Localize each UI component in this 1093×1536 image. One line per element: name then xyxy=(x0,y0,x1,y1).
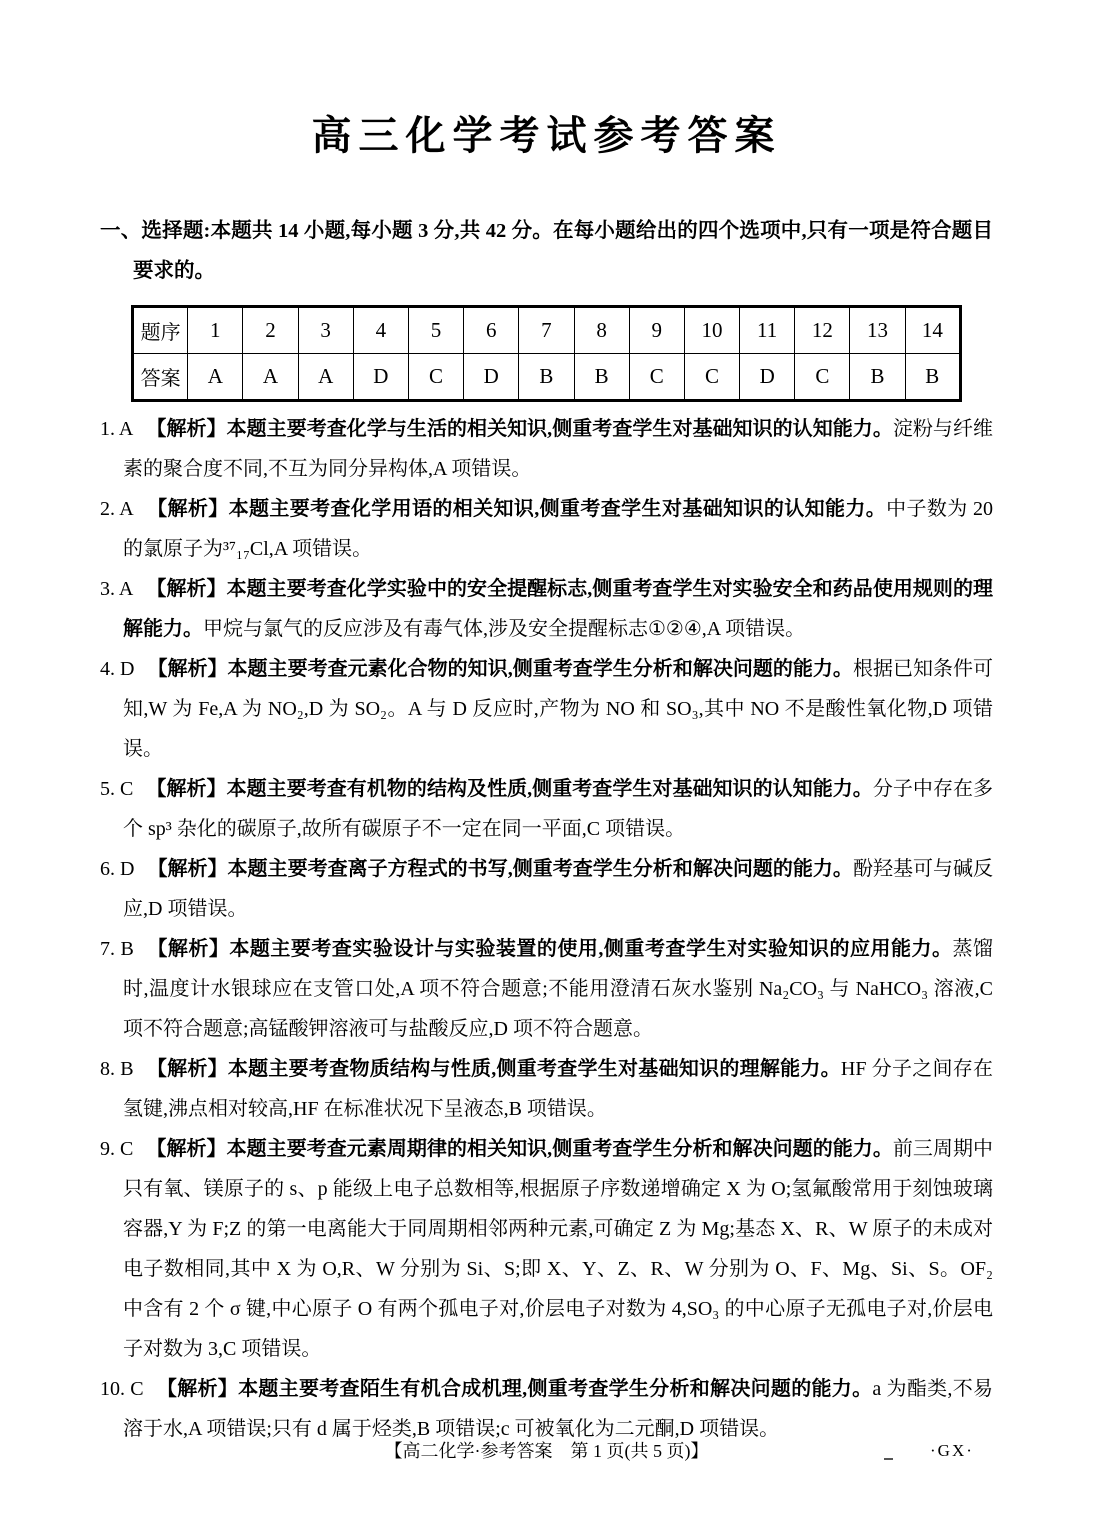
explanation-item-5 xyxy=(100,769,993,849)
qnum-cell: 13 xyxy=(850,307,905,354)
answer-row xyxy=(133,354,961,401)
footer-code: ·GX· xyxy=(930,1441,974,1460)
qnum-cell: 6 xyxy=(464,307,519,354)
item-number: 3. A xyxy=(100,578,134,600)
item-number: 2. A xyxy=(100,498,134,520)
analysis-detail: 蒸馏时,温度计水银球应在支管口处,A 项不符合题意;不能用澄清石灰水鉴别 Na₂CO₃ 与 NaHCO₃ 溶液,C 项不符合题意;高锰酸钾溶液可与盐酸反应,D 项不符合题意。 xyxy=(123,938,994,1040)
item-number: 7. B xyxy=(100,938,134,960)
item-number: 9. C xyxy=(100,1138,134,1160)
item-number: 10. C xyxy=(100,1378,144,1400)
explanation-list xyxy=(100,409,993,1449)
answer-cell: C xyxy=(629,354,684,401)
analysis-detail: 分子中存在多个 sp³ 杂化的碳原子,故所有碳原子不一定在同一平面,C 项错误。 xyxy=(123,778,994,840)
answer-cell: C xyxy=(408,354,463,401)
qnum-cell: 12 xyxy=(795,307,850,354)
explanation-item-4 xyxy=(100,649,993,769)
qnum-cell: 3 xyxy=(298,307,353,354)
question-number-row xyxy=(133,307,961,354)
analysis-detail: a 为酯类,不易溶于水,A 项错误;只有 d 属于烃类,B 项错误;c 可被氧化为二元酮,D 项错误。 xyxy=(123,1378,993,1440)
footer-page-indicator: 【高二化学·参考答案 第 1 页(共 5 页)】 xyxy=(384,1441,709,1461)
analysis-detail: 根据已知条件可知,W 为 Fe,A 为 NO₂,D 为 SO₂。A 与 D 反应时,产物为 NO 和 SO₃,其中 NO 不是酸性氧化物,D 项错误。 xyxy=(123,658,994,760)
answer-cell: C xyxy=(684,354,739,401)
analysis-lead: 【解析】本题主要考查离子方程式的书写,侧重考查学生分析和解决问题的能力。 xyxy=(147,858,853,880)
answer-cell: D xyxy=(740,354,795,401)
item-number: 4. D xyxy=(100,658,135,680)
qnum-cell: 5 xyxy=(408,307,463,354)
section-heading: 一、选择题:本题共 14 小题,每小题 3 分,共 42 分。在每小题给出的四个选项中,只有一项是符合题目要求的。 xyxy=(100,220,993,282)
answer-row-header: 答案 xyxy=(133,354,188,401)
answer-cell: A xyxy=(298,354,353,401)
qnum-cell: 8 xyxy=(574,307,629,354)
qnum-cell: 1 xyxy=(188,307,243,354)
qnum-row-header: 题序 xyxy=(133,307,188,354)
analysis-lead: 【解析】本题主要考查化学用语的相关知识,侧重考查学生对基础知识的认知能力。 xyxy=(146,498,887,520)
analysis-detail: 中子数为 20 的氯原子为³⁷₁₇Cl,A 项错误。 xyxy=(123,498,994,560)
answer-cell: A xyxy=(188,354,243,401)
answer-cell: D xyxy=(353,354,408,401)
answer-cell: B xyxy=(574,354,629,401)
explanation-item-1 xyxy=(100,409,993,489)
analysis-lead: 【解析】本题主要考查元素化合物的知识,侧重考查学生分析和解决问题的能力。 xyxy=(147,658,853,680)
answer-cell: B xyxy=(519,354,574,401)
analysis-detail: 前三周期中只有氧、镁原子的 s、p 能级上电子总数相等,根据原子序数递增确定 X 为 O;氢氟酸常用于刻蚀玻璃容器,Y 为 F;Z 的第一电离能大于同周期相邻两种元素,可确定 Z 为 Mg;基态 X、R、W 原子的未成对电子数相同,其中 X 为 O,R、W 分别为 Si、S;即 X、Y、Z、R、W 分别为 O、F、Mg、Si、S。OF₂ 中含有 2 个 σ 键,中心原子 O 有两个孤电子对,价层电子对数为 4,SO₃ 的中心原子无孤电子对,价层电子对数为 3,C 项错误。 xyxy=(123,1138,994,1360)
explanation-item-3 xyxy=(100,569,993,649)
answer-cell: B xyxy=(850,354,905,401)
analysis-lead: 【解析】本题主要考查陌生有机合成机理,侧重考查学生分析和解决问题的能力。 xyxy=(156,1378,873,1400)
qnum-cell: 4 xyxy=(353,307,408,354)
qnum-cell: 11 xyxy=(740,307,795,354)
analysis-lead: 【解析】本题主要考查有机物的结构及性质,侧重考查学生对基础知识的认知能力。 xyxy=(146,778,873,800)
explanation-item-8 xyxy=(100,1049,993,1129)
analysis-lead: 【解析】本题主要考查元素周期律的相关知识,侧重考查学生分析和解决问题的能力。 xyxy=(146,1138,893,1160)
item-number: 5. C xyxy=(100,778,134,800)
qnum-cell: 7 xyxy=(519,307,574,354)
analysis-detail: 酚羟基可与碱反应,D 项错误。 xyxy=(123,858,994,920)
qnum-cell: 10 xyxy=(684,307,739,354)
answer-cell: D xyxy=(464,354,519,401)
explanation-item-9 xyxy=(100,1129,993,1369)
item-number: 1. A xyxy=(100,418,134,440)
qnum-cell: 2 xyxy=(243,307,298,354)
qnum-cell: 14 xyxy=(905,307,960,354)
analysis-lead: 【解析】本题主要考查实验设计与实验装置的使用,侧重考查学生对实验知识的应用能力。 xyxy=(146,938,953,960)
explanation-item-2 xyxy=(100,489,993,569)
analysis-lead: 【解析】本题主要考查物质结构与性质,侧重考查学生对基础知识的理解能力。 xyxy=(146,1058,841,1080)
answer-cell: B xyxy=(905,354,960,401)
qnum-cell: 9 xyxy=(629,307,684,354)
item-number: 6. D xyxy=(100,858,135,880)
analysis-lead: 【解析】本题主要考查化学与生活的相关知识,侧重考查学生对基础知识的认知能力。 xyxy=(146,418,893,440)
analysis-lead: 【解析】本题主要考查化学实验中的安全提醒标志,侧重考查学生对实验安全和药品使用规则的理解能力。 xyxy=(123,578,994,640)
footer-dash-mark xyxy=(884,1458,893,1460)
answer-cell: A xyxy=(243,354,298,401)
explanation-item-7 xyxy=(100,929,993,1049)
answer-cell: C xyxy=(795,354,850,401)
answer-key-table xyxy=(131,305,962,402)
page-title: 高三化学考试参考答案 xyxy=(311,113,782,158)
analysis-detail: HF 分子之间存在氢键,沸点相对较高,HF 在标准状况下呈液态,B 项错误。 xyxy=(123,1058,994,1120)
explanation-item-6 xyxy=(100,849,993,929)
analysis-detail: 甲烷与氯气的反应涉及有毒气体,涉及安全提醒标志①②④,A 项错误。 xyxy=(203,618,806,640)
item-number: 8. B xyxy=(100,1058,134,1080)
analysis-detail: 淀粉与纤维素的聚合度不同,不互为同分异构体,A 项错误。 xyxy=(123,418,994,480)
